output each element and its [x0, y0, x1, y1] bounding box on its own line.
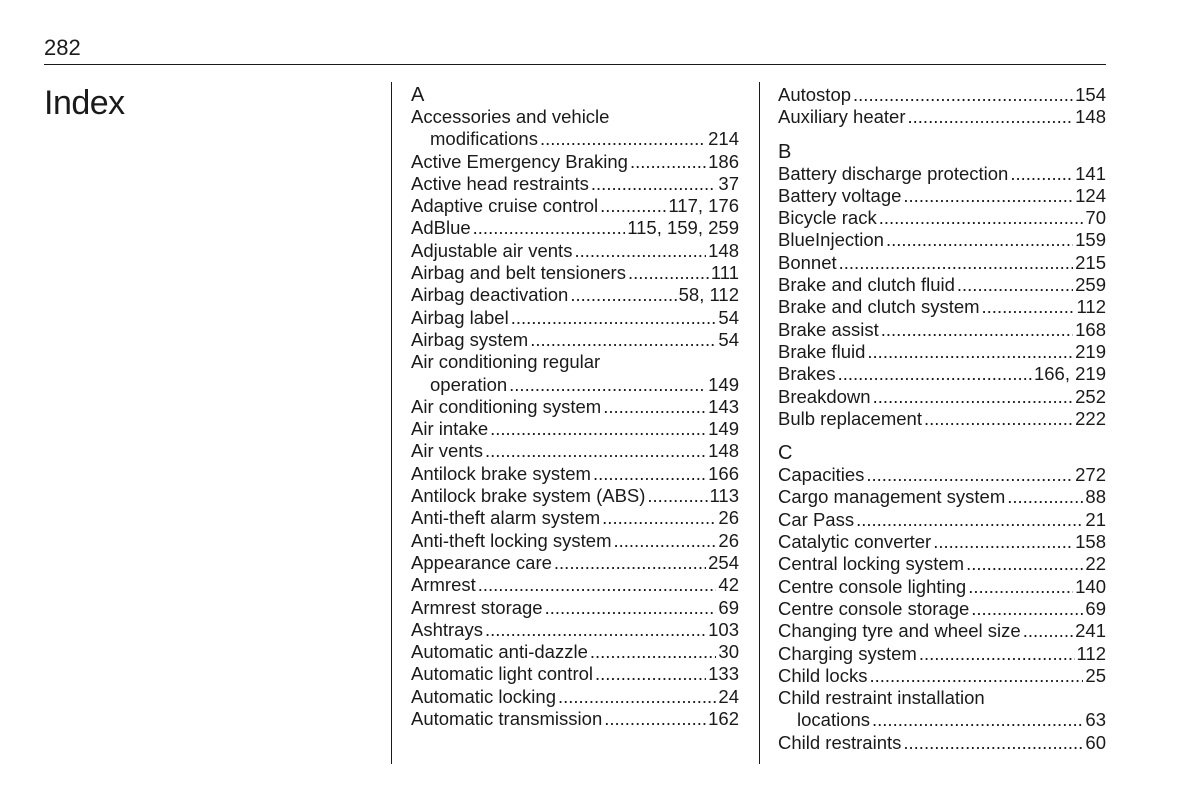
index-entry-term: Ashtrays [411, 618, 483, 640]
index-entry [778, 319, 1106, 341]
leader-dots [600, 195, 666, 217]
index-entry [411, 329, 739, 351]
index-entry [778, 386, 1106, 408]
leader-dots [839, 252, 1073, 274]
index-entry-pages: 69 [718, 596, 739, 618]
index-entry-subterm: operation [430, 373, 508, 395]
leader-dots [903, 185, 1073, 207]
index-entry [778, 732, 1106, 754]
index-entry-pages: 158 [1075, 531, 1106, 553]
index-entry-pages: 133 [708, 663, 739, 685]
index-entry [778, 106, 1106, 128]
index-entry-term: Charging system [778, 642, 917, 664]
page-number: 282 [44, 35, 81, 60]
leader-dots [593, 463, 706, 485]
index-entry-pages: 149 [708, 373, 739, 395]
index-entry-term: Automatic anti-dazzle [411, 641, 588, 663]
index-entry-term: BlueInjection [778, 229, 884, 251]
index-letter-heading: A [411, 84, 425, 106]
leader-dots [558, 686, 716, 708]
index-entry-pages: 54 [718, 306, 739, 328]
header-rule [44, 64, 1106, 65]
leader-dots [490, 418, 706, 440]
index-entry-term: Battery voltage [778, 184, 902, 206]
index-entry-term: Air intake [411, 418, 489, 440]
index-entry-pages: 166 [708, 462, 739, 484]
index-entry [411, 485, 739, 507]
index-entry-term: Centre console storage [778, 597, 970, 619]
index-letter-heading: C [778, 442, 793, 465]
index-entry-term: Adjustable air vents [411, 239, 573, 261]
index-entry [411, 574, 739, 596]
column-divider [391, 82, 392, 764]
index-entry-term: Automatic light control [411, 663, 594, 685]
index-entry [778, 341, 1106, 363]
index-entry-pages: 254 [708, 551, 739, 573]
index-entry-term: Brake fluid [778, 340, 866, 362]
leader-dots [881, 319, 1073, 341]
index-entry-pages: 259 [1075, 274, 1106, 296]
index-entry-term: Child restraints [778, 731, 902, 753]
index-entry-term: Airbag system [411, 328, 529, 350]
index-entry-pages: 241 [1075, 620, 1106, 642]
leader-dots [886, 229, 1073, 251]
index-entry-term: Anti-theft locking system [411, 529, 612, 551]
index-entry-term: Brakes [778, 363, 836, 385]
index-entry-term: Autostop [778, 84, 852, 105]
index-entry-pages: 159 [1075, 229, 1106, 251]
index-entry-term: Armrest [411, 574, 476, 596]
index-entry [411, 396, 739, 418]
index-entry-term: Bulb replacement [778, 407, 922, 429]
index-entry [411, 217, 739, 239]
leader-dots [485, 619, 706, 641]
index-column-left [411, 84, 739, 742]
index-entry-term: Antilock brake system [411, 462, 591, 484]
index-entry-pages: 222 [1075, 407, 1106, 429]
index-entry [778, 408, 1106, 430]
index-entry [411, 128, 739, 150]
index-entry-term: Accessories and vehicle [411, 106, 610, 127]
leader-dots [554, 552, 706, 574]
index-entry-term: Airbag deactivation [411, 284, 569, 306]
leader-dots [545, 597, 717, 619]
index-letter-group [778, 442, 1106, 754]
index-entry-term: Automatic locking [411, 685, 556, 707]
index-entry [778, 207, 1106, 229]
index-letter-group [411, 84, 739, 730]
index-entry-pages: 148 [708, 239, 739, 261]
index-entry-pages: 26 [718, 507, 739, 529]
index-entry [411, 463, 739, 485]
index-letter-heading: B [778, 140, 792, 163]
leader-dots [602, 507, 716, 529]
index-entry-term: Changing tyre and wheel size [778, 620, 1021, 642]
index-entry-term: Airbag and belt tensioners [411, 262, 626, 284]
index-entry [778, 274, 1106, 296]
index-letter-group [778, 84, 1106, 129]
index-entry-pages: 117, 176 [668, 195, 739, 217]
index-entry [411, 552, 739, 574]
leader-dots [966, 553, 1083, 575]
index-entry-term: Brake and clutch fluid [778, 274, 955, 296]
index-entry-term: Air conditioning regular [411, 351, 601, 373]
index-entry-pages: 219 [1075, 340, 1106, 362]
page-title: Index [44, 84, 125, 122]
leader-dots [614, 530, 717, 552]
index-entry-pages: 162 [708, 708, 739, 730]
leader-dots [595, 663, 706, 685]
index-entry-pages: 141 [1075, 162, 1106, 184]
index-entry-pages: 112 [1076, 296, 1106, 318]
index-entry [411, 663, 739, 685]
leader-dots [628, 262, 709, 284]
leader-dots [872, 709, 1083, 731]
index-entry [778, 84, 1106, 106]
index-entry-term: Antilock brake system (ABS) [411, 485, 646, 507]
index-entry-term: Capacities [778, 464, 865, 486]
leader-dots [509, 374, 706, 396]
index-entry-term: Automatic transmission [411, 708, 603, 730]
index-entry-pages: 37 [718, 172, 739, 194]
index-entry-pages: 113 [709, 485, 739, 507]
leader-dots [1023, 620, 1073, 642]
index-entry-term: Bicycle rack [778, 207, 877, 229]
leader-dots [856, 509, 1083, 531]
index-column-right [778, 84, 1106, 766]
index-entry [778, 229, 1106, 251]
leader-dots [982, 296, 1075, 318]
index-entry-pages: 124 [1075, 184, 1106, 206]
leader-dots [866, 464, 1073, 486]
index-entry-term: Catalytic converter [778, 531, 932, 553]
index-entry-term: AdBlue [411, 217, 471, 239]
index-entry [778, 296, 1106, 318]
index-entry-pages: 22 [1085, 553, 1106, 575]
index-entry [778, 598, 1106, 620]
index-entry [778, 576, 1106, 598]
index-entry-term: Air conditioning system [411, 395, 602, 417]
index-entry-term: Child locks [778, 664, 868, 686]
index-entry [778, 665, 1106, 687]
index-entry-pages: 112 [1076, 642, 1106, 664]
leader-dots [1007, 486, 1083, 508]
leader-dots [478, 574, 717, 596]
index-letter-group [778, 141, 1106, 431]
index-entry [411, 530, 739, 552]
index-entry [411, 597, 739, 619]
index-entry [411, 240, 739, 262]
index-entry-pages: 60 [1085, 731, 1106, 753]
index-entry-pages: 24 [718, 685, 739, 707]
index-entry-pages: 21 [1085, 508, 1106, 530]
index-entry-pages: 69 [1085, 597, 1106, 619]
index-entry-pages: 252 [1075, 385, 1106, 407]
index-entry-pages: 166, 219 [1033, 363, 1106, 385]
index-entry-term: Car Pass [778, 508, 855, 530]
leader-dots [853, 84, 1073, 106]
leader-dots [570, 284, 676, 306]
index-entry-pages: 58, 112 [678, 284, 739, 306]
index-entry [778, 464, 1106, 486]
index-entry [411, 307, 739, 329]
index-entry-term: Air vents [411, 440, 483, 462]
leader-dots [957, 274, 1073, 296]
index-entry [411, 418, 739, 440]
index-entry-term: Active Emergency Braking [411, 150, 628, 172]
index-entry-pages: 143 [708, 395, 739, 417]
index-entry [778, 363, 1106, 385]
index-entry [411, 641, 739, 663]
leader-dots [511, 307, 717, 329]
index-entry [778, 620, 1106, 642]
index-entry-term: Auxiliary heater [778, 106, 906, 128]
index-entry [778, 553, 1106, 575]
index-entry-pages: 54 [718, 328, 739, 350]
index-entry-term: Appearance care [411, 551, 552, 573]
column-divider [759, 82, 760, 764]
index-entry-pages: 63 [1085, 709, 1106, 731]
index-entry-term: Anti-theft alarm system [411, 507, 601, 529]
leader-dots [971, 598, 1083, 620]
index-entry-pages: 88 [1085, 486, 1106, 508]
leader-dots [924, 408, 1073, 430]
index-entry [411, 619, 739, 641]
index-entry-pages: 25 [1085, 664, 1106, 686]
index-entry-term: Battery discharge protection [778, 162, 1009, 184]
index-entry-term: Cargo management system [778, 486, 1006, 508]
leader-dots [485, 440, 706, 462]
leader-dots [908, 106, 1074, 128]
index-entry [411, 507, 739, 529]
index-entry-pages: 140 [1075, 575, 1106, 597]
index-entry [411, 151, 739, 173]
index-entry-term: Breakdown [778, 385, 871, 407]
index-entry-pages: 168 [1075, 318, 1106, 340]
index-entry [778, 531, 1106, 553]
index-entry-pages: 26 [718, 529, 739, 551]
index-entry-pages: 154 [1075, 84, 1106, 105]
leader-dots [603, 396, 706, 418]
index-entry [411, 708, 739, 730]
index-entry-pages: 215 [1075, 251, 1106, 273]
index-entry [778, 163, 1106, 185]
index-entry-pages: 115, 159, 259 [627, 217, 739, 239]
index-entry [778, 252, 1106, 274]
leader-dots [590, 641, 717, 663]
index-entry-pages: 111 [710, 262, 739, 284]
index-entry-pages: 30 [718, 641, 739, 663]
leader-dots [879, 207, 1084, 229]
index-entry [411, 262, 739, 284]
index-entry-pages: 214 [708, 128, 739, 150]
index-entry-pages: 42 [718, 574, 739, 596]
leader-dots [919, 643, 1075, 665]
index-entry [411, 173, 739, 195]
index-entry [411, 195, 739, 217]
index-entry-subterm: modifications [430, 128, 538, 150]
index-entry-term: Armrest storage [411, 596, 543, 618]
index-entry [778, 509, 1106, 531]
leader-dots [647, 485, 707, 507]
leader-dots [873, 386, 1074, 408]
index-entry-pages: 103 [708, 618, 739, 640]
index-entry-pages: 272 [1075, 464, 1106, 486]
index-entry-term: Active head restraints [411, 172, 589, 194]
index-entry-term: Brake and clutch system [778, 296, 980, 318]
index-entry-term: Bonnet [778, 251, 837, 273]
leader-dots [630, 151, 706, 173]
index-entry-pages: 148 [1075, 106, 1106, 128]
index-entry [411, 284, 739, 306]
index-entry-pages: 149 [708, 418, 739, 440]
index-entry-pages: 148 [708, 440, 739, 462]
leader-dots [591, 173, 717, 195]
index-entry [778, 486, 1106, 508]
index-entry [411, 374, 739, 396]
leader-dots [867, 341, 1073, 363]
leader-dots [473, 217, 626, 239]
index-entry-term: Central locking system [778, 553, 965, 575]
index-entry-pages: 186 [708, 150, 739, 172]
leader-dots [574, 240, 706, 262]
index-entry-pages: 70 [1085, 207, 1106, 229]
leader-dots [869, 665, 1083, 687]
index-entry-subterm: locations [797, 709, 871, 731]
index-entry [778, 709, 1106, 731]
leader-dots [604, 708, 706, 730]
leader-dots [540, 128, 706, 150]
index-entry-term: Child restraint installation [778, 687, 985, 709]
index-entry [411, 686, 739, 708]
index-entry [778, 643, 1106, 665]
leader-dots [530, 329, 716, 351]
index-entry [778, 185, 1106, 207]
leader-dots [968, 576, 1073, 598]
index-entry-term: Airbag label [411, 306, 509, 328]
leader-dots [1010, 163, 1073, 185]
index-entry [411, 440, 739, 462]
index-entry-term: Adaptive cruise control [411, 195, 599, 217]
index-entry-term: Brake assist [778, 318, 879, 340]
leader-dots [838, 363, 1032, 385]
leader-dots [903, 732, 1083, 754]
index-entry-term: Centre console lighting [778, 575, 967, 597]
leader-dots [933, 531, 1073, 553]
